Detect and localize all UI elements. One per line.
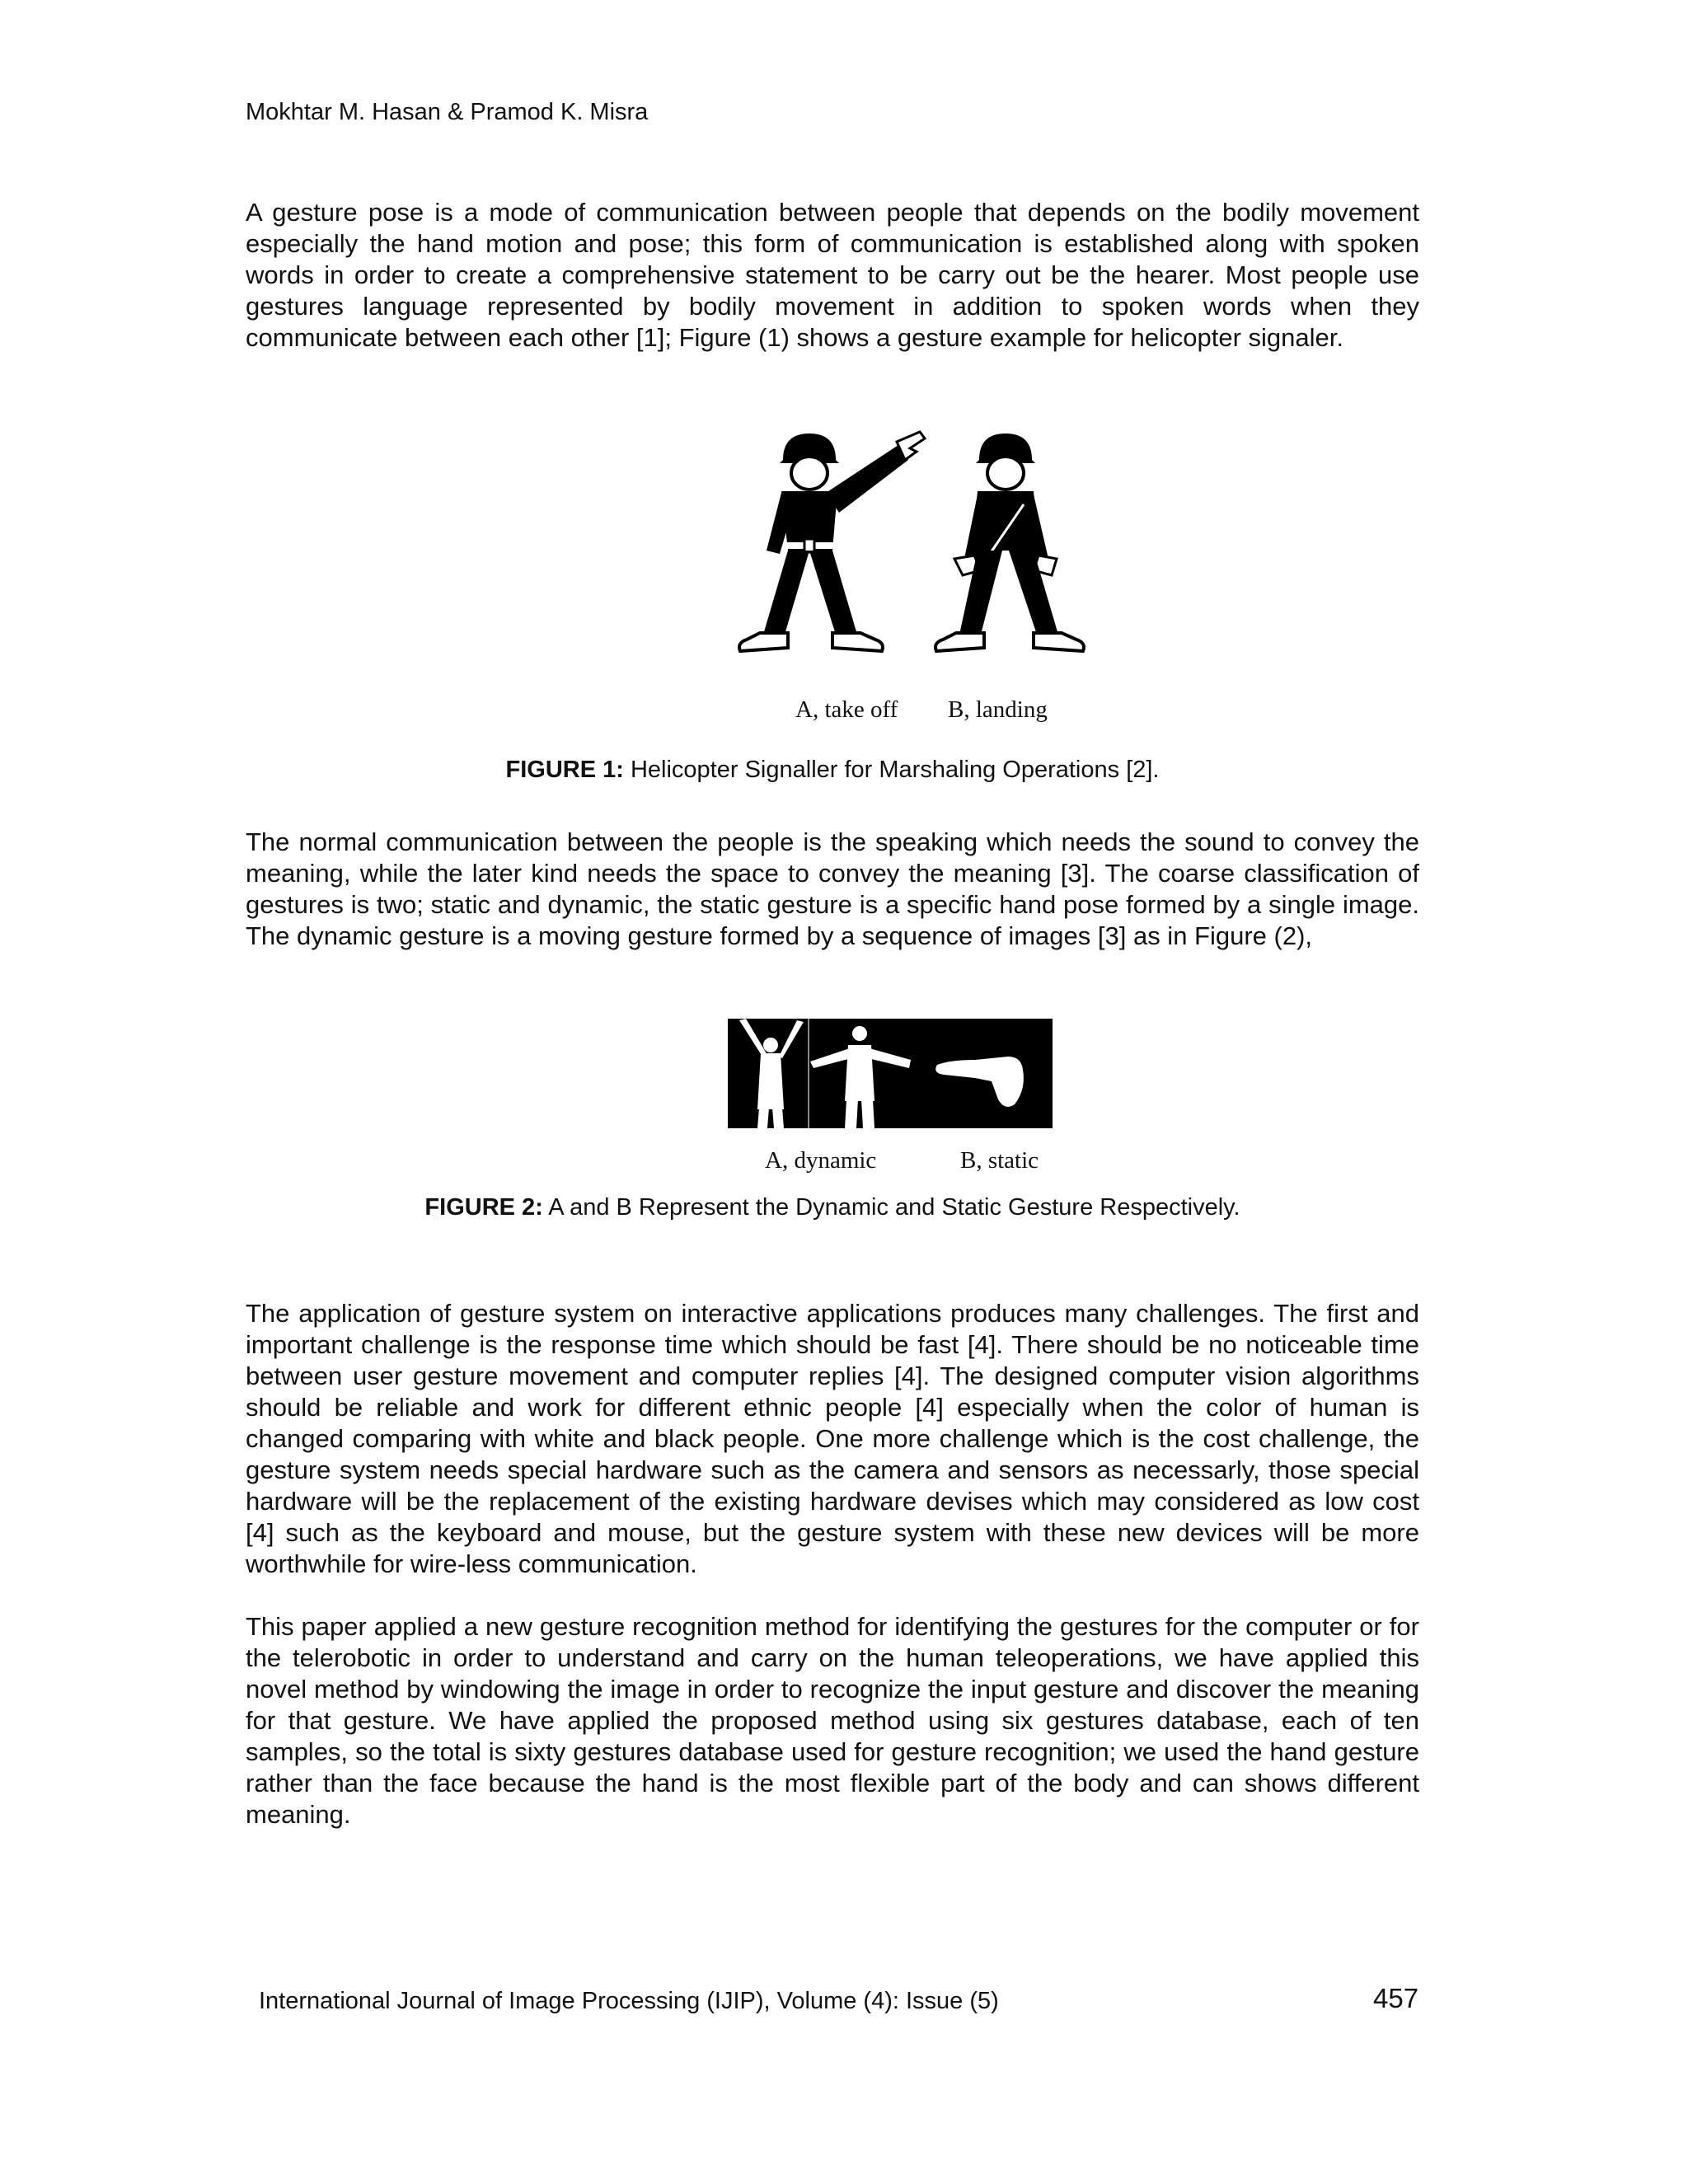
figure-1-illustration: [734, 427, 1113, 678]
signaller-takeoff-figure: [739, 432, 925, 651]
figure-2-illustration: [728, 1019, 1053, 1128]
footer-page-number: 457: [1373, 1983, 1419, 2013]
figure-2-caption-text: A and B Represent the Dynamic and Static Gesture Respectively.: [542, 1194, 1240, 1221]
figure-2-caption-prefix: FIGURE 2:: [424, 1194, 543, 1221]
footer-journal-citation: International Journal of Image Processing (IJIP), Volume (4): Issue (5): [259, 1988, 999, 2014]
figure-1-label-a: A, take off: [795, 696, 898, 723]
figure-2-label-b: B, static: [960, 1147, 1039, 1174]
figure-1-caption: [246, 756, 1419, 784]
figure-1-label-b: B, landing: [948, 696, 1048, 723]
figure-1-caption-prefix: FIGURE 1:: [505, 757, 624, 783]
figure-2-label-a: A, dynamic: [765, 1147, 877, 1174]
figure-1-caption-text: Helicopter Signaller for Marshaling Operations [2].: [623, 757, 1160, 783]
body-paragraph-2: The normal communication between the people is the speaking which needs the sound to convey the meaning, while the later kind needs the space to convey the meaning [3]. The coarse classification of gestures is two; static and dynamic, the static gesture is a specific hand pose formed by a single image. The dynamic gesture is a moving gesture formed by a sequence of images [3] as in Figure (2),: [246, 827, 1419, 950]
body-paragraph-4: This paper applied a new gesture recognition method for identifying the gestures for the computer or for the telerobotic in order to understand and carry on the human teleoperations, we have applied this novel method by windowing the image in order to recognize the input gesture and discover the meaning for that gesture. We have applied the proposed method using six gestures database, each of ten samples, so the total is sixty gestures database used for gesture recognition; we used the hand gesture rather than the face because the hand is the most flexible part of the body and can shows different meaning.: [246, 1612, 1419, 1829]
signaller-landing-figure: [935, 434, 1084, 651]
body-paragraph-1: A gesture pose is a mode of communication between people that depends on the bodily movement especially the hand motion and pose; this form of communication is established along with spoken words in order to create a comprehensive statement to be carry out be the hearer. Most people use gestures language represented by bodily movement in addition to spoken words when they communicate between each other [1]; Figure (1) shows a gesture example for helicopter signaler.: [246, 198, 1419, 352]
figure-2-caption: [379, 1193, 1286, 1221]
running-header: Mokhtar M. Hasan & Pramod K. Misra: [246, 99, 649, 125]
body-paragraph-3: The application of gesture system on interactive applications produces many challenges. The first and important challenge is the response time which should be fast [4]. There should be no noticeable time between user gesture movement and computer replies [4]. The designed computer vision algorithms should be reliable and work for different ethnic people [4] especially when the color of human is changed comparing with white and black people. One more challenge which is the cost challenge, the gesture system needs special hardware such as the camera and sensors as necessarly, those special hardware will be the replacement of the existing hardware devises which may considered as low cost [4] such as the keyboard and mouse, but the gesture system with these new devices will be more worthwhile for wire-less communication.: [246, 1299, 1419, 1578]
